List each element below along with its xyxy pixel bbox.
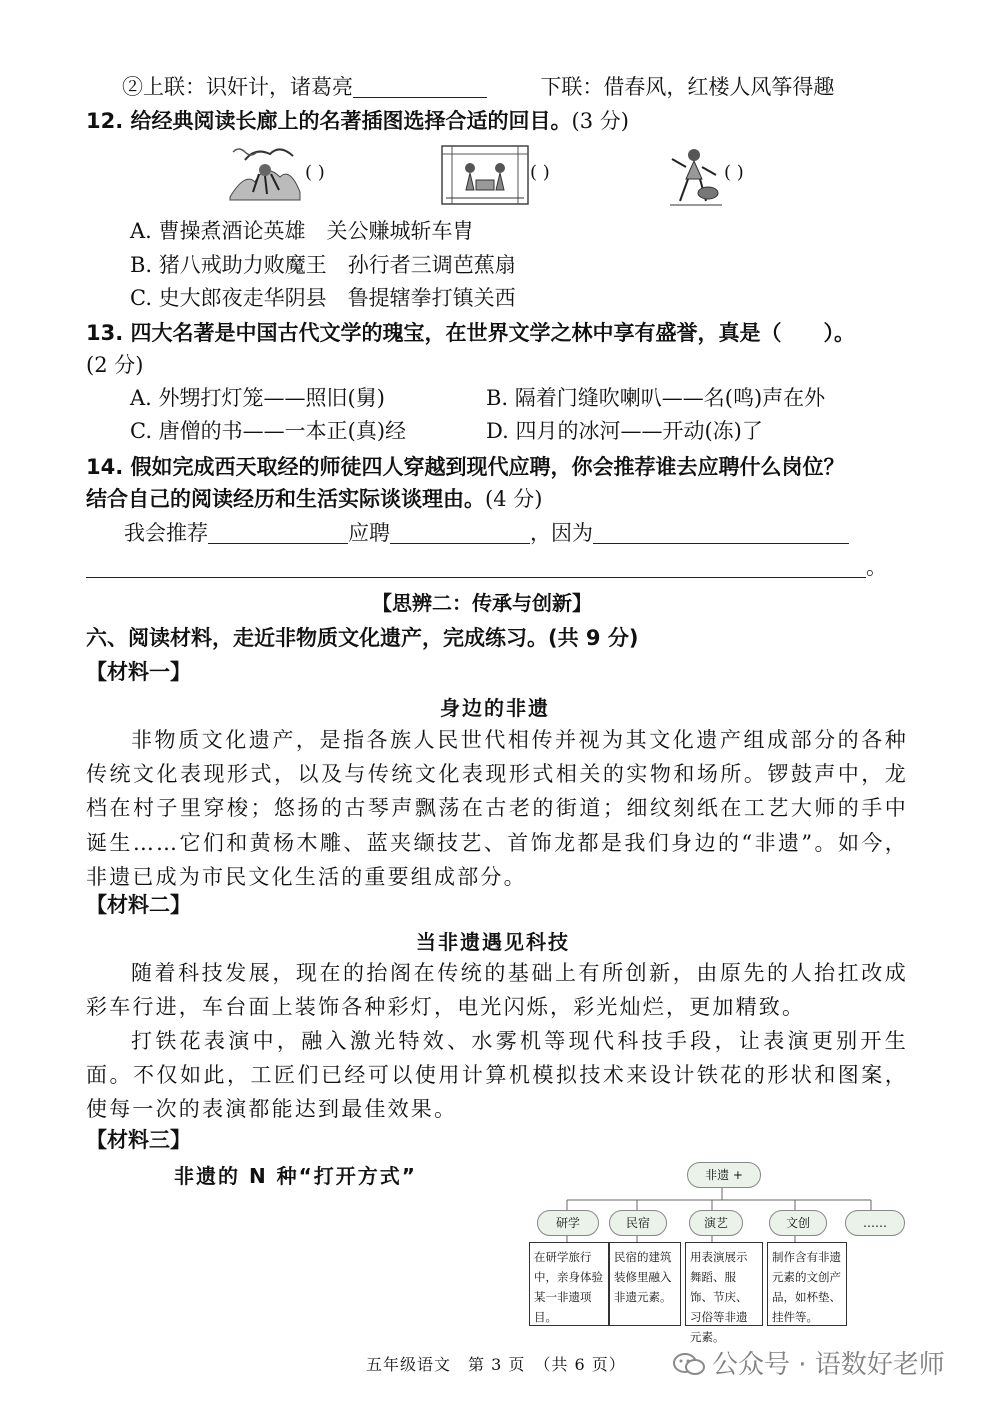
q14-score: (4 分) — [485, 487, 543, 511]
illustration-2 — [440, 144, 530, 210]
wechat-icon — [672, 1352, 706, 1376]
q14-blank-reason[interactable] — [593, 521, 849, 544]
q14-word-apply: 应聘 — [348, 521, 390, 545]
diagram-root-node: 非遗 + — [687, 1162, 761, 1188]
q12-score: (3 分) — [571, 109, 629, 133]
q14-word-recommend: 我会推荐 — [124, 521, 208, 545]
q13-option-d: D. 四月的冰河——开动(冻)了 — [486, 419, 763, 443]
diagram-box-study: 在研学旅行中，亲身体验某一非遗项目。 — [529, 1242, 609, 1326]
diagram-node-homestay: 民宿 — [609, 1210, 667, 1236]
q12-option-b: B. 猪八戒助力败魔王 孙行者三调芭蕉扇 — [130, 253, 516, 277]
q14-answer-line-2 — [86, 552, 887, 582]
diagram-box-homestay: 民宿的建筑装修里融入非遗元素。 — [609, 1242, 681, 1326]
q14-blank-position[interactable] — [390, 521, 530, 544]
q12-stem-text: 12. 给经典阅读长廊上的名著插图选择合适的回目。 — [86, 109, 572, 133]
illustration-1-answer[interactable]: ( ) — [305, 162, 325, 183]
q14-blank-reason-2[interactable] — [86, 555, 866, 578]
q12-option-a: A. 曹操煮酒论英雄 关公赚城斩车胄 — [130, 219, 474, 243]
material-1-label: 【材料一】 — [86, 660, 191, 684]
couplet-2-upper: ②上联：识奸计，诸葛亮 — [122, 75, 353, 99]
material-1-text: 非物质文化遗产，是指各族人民世代相传并视为其文化遗产组成部分的各种传统文化表现形式，以及与传统文化表现形式相关的实物和场所。锣鼓声中，龙档在村子里穿梭；悠扬的古琴声飘荡在古老的街道；细纹刻纸在工艺大师的手中诞生……它们和黄杨木雕、蓝夹缬技艺、首饰龙都是我们身边的“非遗”。如今，非遗已成为市民文化生活的重要组成部分。 — [86, 728, 908, 889]
q13-option-c: C. 唐僧的书——一本正(真)经 — [130, 419, 407, 443]
q14-answer-line — [124, 518, 849, 548]
q14-blank-person[interactable] — [208, 521, 348, 544]
q12-stem — [86, 106, 629, 136]
q12-option-c: C. 史大郎夜走华阴县 鲁提辖拳打镇关西 — [130, 286, 516, 310]
q14-stem-line1: 14. 假如完成西天取经的师徒四人穿越到现代应聘，你会推荐谁去应聘什么岗位？ — [86, 455, 845, 479]
illustration-1 — [225, 142, 305, 208]
watermark — [672, 1344, 945, 1381]
couplet-2 — [122, 72, 834, 102]
material-3-title: 非遗的 N 种“打开方式” — [174, 1164, 417, 1188]
q14-period: 。 — [866, 555, 887, 579]
part-six-title: 六、阅读材料，走近非物质文化遗产，完成练习。(共 9 分) — [86, 626, 639, 650]
diagram-node-study: 研学 — [537, 1210, 599, 1236]
couplet-2-lower: 下联：借春风，红楼人风筝得趣 — [540, 75, 835, 99]
diagram-box-performance: 用表演展示舞蹈、服饰、节庆、习俗等非遗元素。 — [685, 1242, 763, 1326]
illustration-2-answer[interactable]: ( ) — [530, 162, 550, 183]
diagram-node-creative: 文创 — [769, 1210, 827, 1236]
page-footer: 五年级语文 第 3 页 （共 6 页） — [366, 1355, 626, 1374]
watermark-text: 公众号 · 语数好老师 — [712, 1350, 945, 1380]
q14-stem-line2-text: 结合自己的阅读经历和生活实际谈谈理由。 — [86, 487, 485, 511]
diagram-node-more: …… — [845, 1210, 905, 1236]
q13-score: (2 分) — [86, 353, 144, 377]
diagram-box-creative: 制作含有非遗元素的文创产品，如杯垫、挂件等。 — [767, 1242, 847, 1326]
q14-word-because: ，因为 — [530, 521, 593, 545]
section-heading: 【思辨二：传承与创新】 — [372, 591, 592, 615]
q13-stem: 13. 四大名著是中国古代文学的瑰宝，在世界文学之林中享有盛誉，真是（ ）。 — [86, 321, 856, 345]
material-1-title: 身边的非遗 — [440, 696, 550, 720]
q13-option-b: B. 隔着门缝吹喇叭——名(鸣)声在外 — [486, 386, 826, 410]
non-heritage-diagram — [525, 1158, 910, 1344]
diagram-node-performance: 演艺 — [689, 1210, 743, 1236]
material-3-label: 【材料三】 — [86, 1128, 191, 1152]
q13-option-a: A. 外甥打灯笼——照旧(舅) — [130, 386, 385, 410]
material-2-title: 当非遗遇见科技 — [416, 930, 570, 954]
material-2-label: 【材料二】 — [86, 893, 191, 917]
material-2-p1: 随着科技发展，现在的抬阁在传统的基础上有所创新，由原先的人抬扛改成彩车行进，车台面上装饰各种彩灯，电光闪烁，彩光灿烂，更加精致。 — [86, 961, 908, 1020]
illustration-3-answer[interactable]: ( ) — [724, 162, 744, 183]
answer-blank-couplet[interactable] — [353, 75, 487, 98]
illustration-3 — [668, 145, 724, 211]
material-2-p2: 打铁花表演中，融入激光特效、水雾机等现代科技手段，让表演更别开生面。不仅如此，工匠们已经可以使用计算机模拟技术来设计铁花的形状和图案，使每一次的表演都能达到最佳效果。 — [86, 1029, 908, 1122]
q14-stem-line2 — [86, 484, 542, 514]
